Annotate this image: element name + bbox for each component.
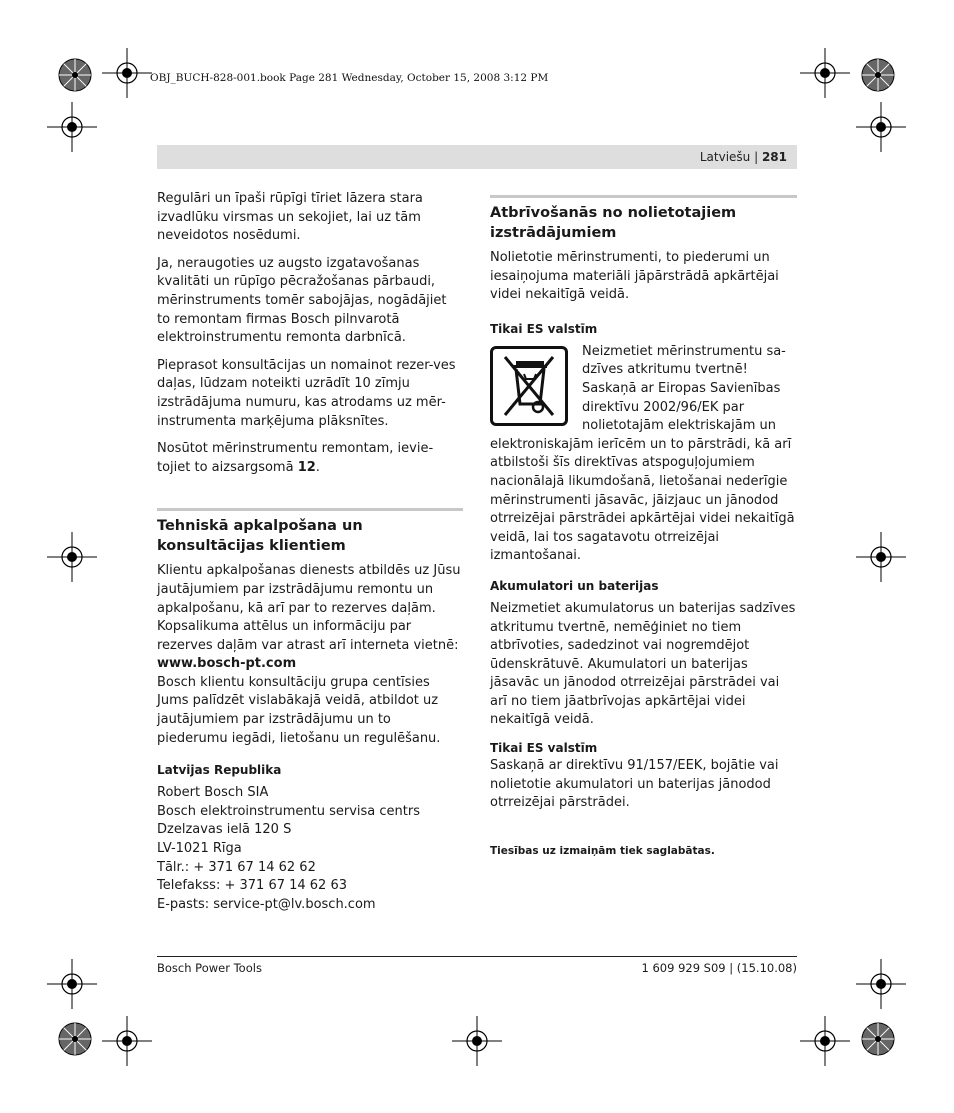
registration-mark-icon [102, 1016, 152, 1066]
print-slug: OBJ_BUCH-828-001.book Page 281 Wednesday, October 15, 2008 3:12 PM [150, 72, 549, 84]
right-column [490, 195, 797, 860]
service-paragraph-2: Bosch klientu konsultāciju grupa centīsies Jums palīdzēt vislabākajā veidā, atbildot uz jautājumiem par izstrādājumu un to piederumu iegādi, lietošanu un regulēšanu. [157, 674, 441, 746]
registration-mark-icon [800, 48, 850, 98]
service-section-heading: Tehniskā apkalpošana un konsultācijas klientiem [157, 508, 463, 556]
batteries-directive-paragraph: Saskaņā ar direktīvu 91/157/EEK, bojātie vai nolietotie akumulatori un baterijas jānodod otrreizējai pārstrādei. [490, 758, 779, 811]
starburst-target-icon [58, 1022, 92, 1056]
spare-parts-paragraph: Pieprasot konsultācijas un nomainot rezer-ves daļas, lūdzam noteikti uzrādīt 10 zīmju izstrādājuma numuru, kas atrodams uz mēr-instrumenta marķējuma plāksnītes. [157, 357, 456, 429]
address-line: Bosch elektroinstrumentu servisa centrs [157, 803, 420, 819]
starburst-target-icon [58, 58, 92, 92]
service-address [157, 784, 463, 914]
address-line: Dzelzavas ielā 120 S [157, 822, 292, 838]
registration-mark-icon [47, 102, 97, 152]
header-language: Latviešu [699, 150, 751, 164]
page-number: 281 [761, 150, 787, 164]
eu-only-heading: Tikai ES valstīm [490, 321, 598, 336]
email-line: E-pasts: service-pt@lv.bosch.com [157, 896, 376, 912]
registration-mark-icon [47, 959, 97, 1009]
crossed-out-wheelie-bin-icon [490, 346, 568, 426]
batteries-paragraph: Neizmetiet akumulatorus un baterijas sadzīves atkritumu tvertnē, nemēģiniet no tiem atbrīvoties, sadedzinot vai nogremdējot ūdenskrātuvē. Akumulatori un baterijas jāsavāc un jānodod otrreizējai pārstrādei vai arī no tiem jāatbrīvojas apkārtējai videi nekaitīgā veidā. [490, 600, 796, 728]
disposal-paragraph: Nolietotie mērinstrumenti, to piederumi un iesaiņojuma materiāli jāpārstrādā apkārtējai videi nekaitīgā veidā. [490, 250, 779, 303]
footer-brand: Bosch Power Tools [157, 961, 262, 975]
starburst-target-icon [861, 1022, 895, 1056]
repair-paragraph: Ja, neraugoties uz augsto izgatavošanas kvalitāti un rūpīgo pēcražošanas pārbaudi, mērinstruments tomēr sabojājas, nogādājiet to remontam firmas Bosch pilnvarotā elektroinstrumentu remonta darbnīcā. [157, 255, 447, 346]
registration-mark-icon [856, 532, 906, 582]
rights-reserved-note: Tiesības uz izmaiņām tiek saglabātas. [490, 844, 715, 857]
eu-only-heading-2: Tikai ES valstīm [490, 741, 598, 756]
weee-block [490, 343, 797, 566]
registration-mark-icon [856, 102, 906, 152]
address-line: Robert Bosch SIA [157, 785, 269, 801]
registration-mark-icon [452, 1016, 502, 1066]
registration-mark-icon [856, 959, 906, 1009]
left-column [157, 190, 463, 914]
address-line: LV-1021 Rīga [157, 841, 242, 857]
disposal-section-heading: Atbrīvošanās no nolietotajiem izstrādājumiem [490, 195, 797, 243]
running-header [157, 145, 797, 169]
phone-line: Tālr.: + 371 67 14 62 62 [157, 859, 316, 875]
service-url-link[interactable]: www.bosch-pt.com [157, 656, 297, 672]
weee-paragraph: Neizmetiet mērinstrumentu sa-dzīves atkritumu tvertnē! Saskaņā ar Eiropas Savienības direktīvu 2002/96/EK par nolietotajām elektriskajām un elektroniskajām ierīcēm un to pārstrādi, kā arī atbilstoši šīs direktīvas atspoguļojumiem nacionālajā likumdošanā, lietošanai nederīgie mērinstrumenti jāsavāc, jāizjauc un jānodod otrreizējai pārstrādei apkārtējai videi nekaitīgā veidā, lai tos sagatavotu otrreizējai izmantošanai. [490, 343, 795, 564]
fax-line: Telefakss: + 371 67 14 62 63 [157, 878, 348, 894]
running-header-text [700, 145, 797, 169]
header-separator: | [750, 150, 762, 164]
footer-doc-number: 1 609 929 S09 | (15.10.08) [641, 961, 797, 975]
batteries-heading: Akumulatori un baterijas [490, 578, 659, 593]
country-heading: Latvijas Republika [157, 763, 282, 778]
service-paragraph-1: Klientu apkalpošanas dienests atbildēs uz Jūsu jautājumiem par izstrādājumu remontu un apkalpošanu, kā arī par to rezerves daļām. Kopsalikuma attēlus un informāciju par rezerves daļām var atrast arī interneta vietnē: [157, 563, 461, 653]
registration-mark-icon [800, 1016, 850, 1066]
starburst-target-icon [861, 58, 895, 92]
shipping-paragraph: Nosūtot mērinstrumentu remontam, ievie-tojiet to aizsargsomā 12. [157, 441, 434, 475]
cleaning-paragraph: Regulāri un īpaši rūpīgi tīriet lāzera stara izvadlūku virsmas un sekojiet, lai uz tām neveidotos nosēdumi. [157, 191, 423, 244]
registration-mark-icon [102, 48, 152, 98]
registration-mark-icon [47, 532, 97, 582]
footer-rule [157, 956, 797, 957]
